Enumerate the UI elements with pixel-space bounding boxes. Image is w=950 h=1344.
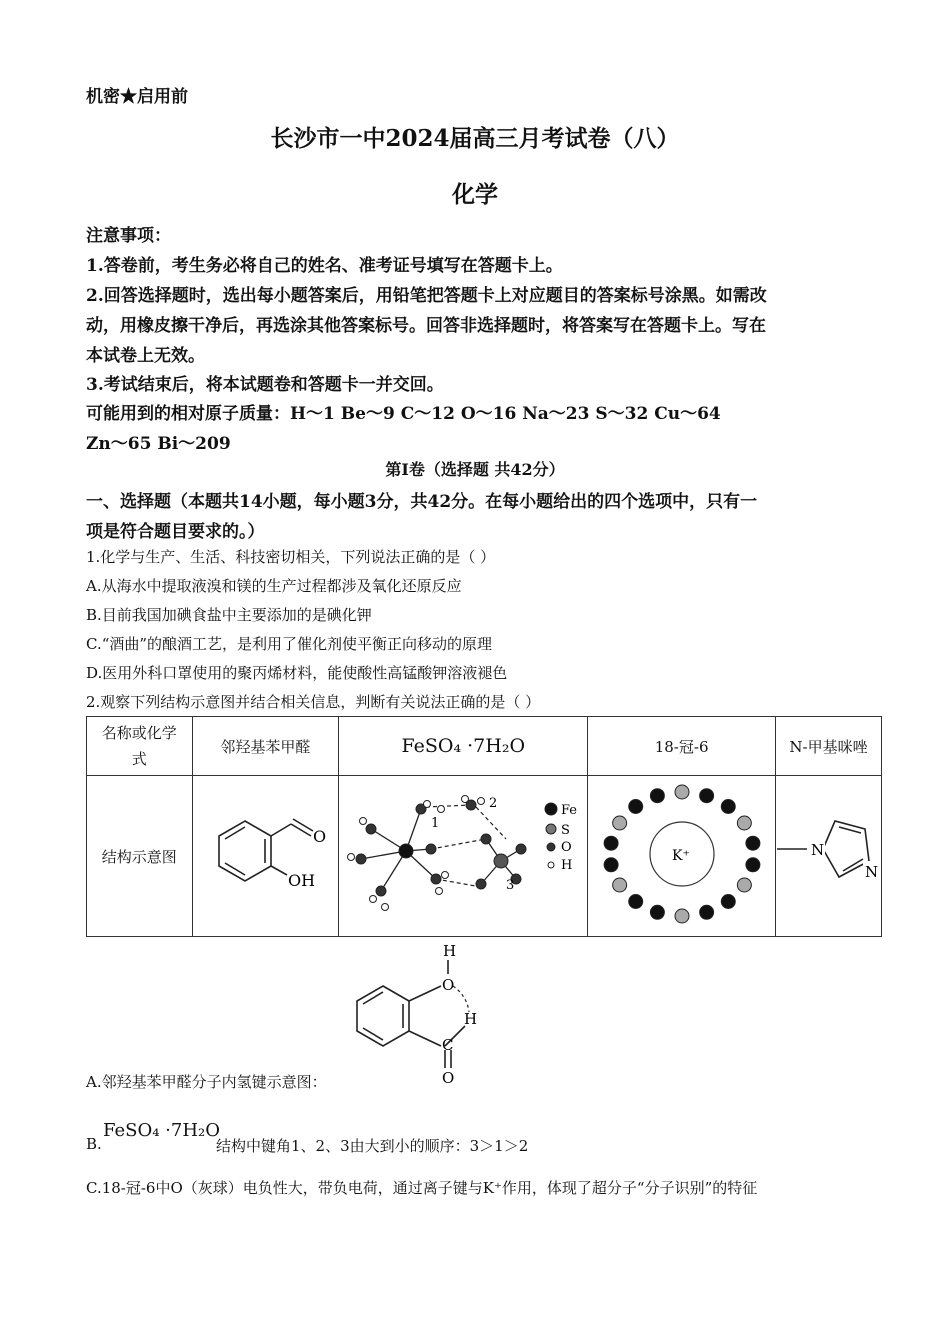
salicylaldehyde-structure — [192, 776, 339, 937]
angle-label-1: 1 — [430, 816, 440, 831]
atomic-mass-line-2: Zn～65 Bi～209 — [86, 434, 231, 454]
section-instruction-1: 一、选择题（本题共14小题，每小题3分，共42分。在每小题给出的四个选项中，只有一 — [86, 492, 758, 512]
methylimidazole-diagram — [777, 779, 881, 929]
section-instruction-2: 项是符合题目要求的。） — [86, 522, 265, 542]
intramolecular-hbond-diagram — [345, 938, 495, 1088]
angle-label-3: 3 — [505, 878, 515, 893]
q1-option-a: A.从海水中提取液溴和镁的生产过程都涉及氧化还原反应 — [86, 577, 462, 595]
notice-heading: 注意事项： — [86, 226, 171, 246]
hbond-o2-label: O — [442, 1069, 455, 1087]
crown-carbon-atom — [746, 858, 760, 872]
crown-ether-structure — [588, 776, 776, 937]
q1-stem: 1.化学与生产、生活、科技密切相关，下列说法正确的是（ ） — [86, 548, 496, 566]
crown-oxygen-atom — [737, 816, 751, 830]
legend-s: S — [560, 823, 570, 838]
q2-stem: 2.观察下列结构示意图并结合相关信息，判断有关说法正确的是（ ） — [86, 693, 541, 711]
col-feso4: FeSO₄ ·7H₂O — [339, 717, 588, 776]
legend-fe: Fe — [560, 803, 577, 818]
q2-option-c: C.18-冠-6中O（灰球）电负性大，带负电荷，通过离子键与K⁺作用，体现了超分子“分子识别”的特征 — [86, 1179, 758, 1197]
crown-oxygen-atom — [675, 785, 689, 799]
q2-option-a: A.邻羟基苯甲醛分子内氢键示意图： — [86, 1073, 327, 1091]
crown-ether-diagram — [592, 779, 772, 929]
hbond-c-label: C — [442, 1036, 454, 1054]
notice-item-1: 1.答卷前，考生务必将自己的姓名、准考证号填写在答题卡上。 — [86, 256, 563, 276]
crown-oxygen-atom — [612, 878, 626, 892]
legend-h: H — [560, 858, 573, 873]
crown-carbon-atom — [628, 800, 642, 814]
structure-table — [86, 716, 882, 937]
n-ring-label: N — [864, 863, 878, 881]
crown-oxygen-atom — [737, 878, 751, 892]
crown-carbon-atom — [699, 905, 713, 919]
exam-title: 长沙市一中2024届高三月考试卷（八） — [270, 125, 680, 152]
row-header-name — [87, 717, 193, 776]
notice-item-2-cont: 动，用橡皮擦干净后，再选涂其他答案标号。回答非选择题时，将答案写在答题卡上。写在 — [86, 316, 766, 336]
q1-option-c: C.“酒曲”的酿酒工艺，是利用了催化剂使平衡正向移动的原理 — [86, 635, 493, 653]
crown-oxygen-atom — [612, 816, 626, 830]
methylimidazole-structure — [776, 776, 882, 937]
crown-carbon-atom — [721, 894, 735, 908]
notice-item-3: 3.考试结束后，将本试题卷和答题卡一并交回。 — [86, 375, 444, 395]
legend-o: O — [560, 840, 572, 855]
confidential-mark: 机密★启用前 — [86, 87, 188, 107]
q1-option-b: B.目前我国加碘食盐中主要添加的是碘化钾 — [86, 606, 372, 624]
crown-oxygen-atom — [675, 909, 689, 923]
crown-carbon-atom — [650, 789, 664, 803]
crown-carbon-atom — [650, 905, 664, 919]
crown-carbon-atom — [604, 836, 618, 850]
feso4-ball-stick-diagram — [341, 779, 586, 929]
col-methylimidazole: N-甲基咪唑 — [776, 717, 882, 776]
k-ion-label: K⁺ — [671, 848, 690, 864]
crown-carbon-atom — [699, 789, 713, 803]
col-salicylaldehyde: 邻羟基苯甲醛 — [192, 717, 339, 776]
q1-option-d: D.医用外科口罩使用的聚丙烯材料，能使酸性高锰酸钾溶液褪色 — [86, 664, 508, 682]
n-methyl-label: N — [810, 841, 824, 859]
hbond-o1-label: O — [442, 976, 455, 994]
notice-item-2: 2.回答选择题时，选出每小题答案后，用铅笔把答题卡上对应题目的答案标号涂黑。如需改 — [86, 286, 767, 306]
hbond-h1-label: H — [443, 942, 457, 960]
carbonyl-o-label: O — [313, 827, 327, 846]
row-header-structure: 结构示意图 — [87, 776, 193, 937]
crown-carbon-atom — [628, 894, 642, 908]
section-title: 第Ⅰ卷（选择题 共42分） — [385, 460, 565, 479]
crown-carbon-atom — [746, 836, 760, 850]
atomic-mass-line-1: 可能用到的相对原子质量：H～1 Be～9 C～12 O～16 Na～23 S～32 Cu～64 — [86, 404, 721, 424]
hbond-h2-label: H — [464, 1010, 478, 1028]
feso4-structure — [339, 776, 588, 937]
notice-item-2-end: 本试卷上无效。 — [86, 346, 205, 366]
q2-option-b-prefix: B. — [86, 1135, 102, 1153]
exam-subject: 化学 — [452, 181, 498, 208]
row-header-name-text: 名称或化学式 — [101, 724, 177, 768]
q2-option-b-text: 结构中键角1、2、3由大到小的顺序：3＞1＞2 — [216, 1137, 529, 1155]
crown-carbon-atom — [721, 800, 735, 814]
q2-option-b-formula: FeSO₄ ·7H₂O — [103, 1120, 221, 1141]
angle-label-2: 2 — [488, 796, 498, 811]
crown-carbon-atom — [604, 858, 618, 872]
salicylaldehyde-diagram — [195, 779, 335, 929]
hydroxyl-label: OH — [288, 871, 316, 890]
col-crown-ether: 18-冠-6 — [588, 717, 776, 776]
